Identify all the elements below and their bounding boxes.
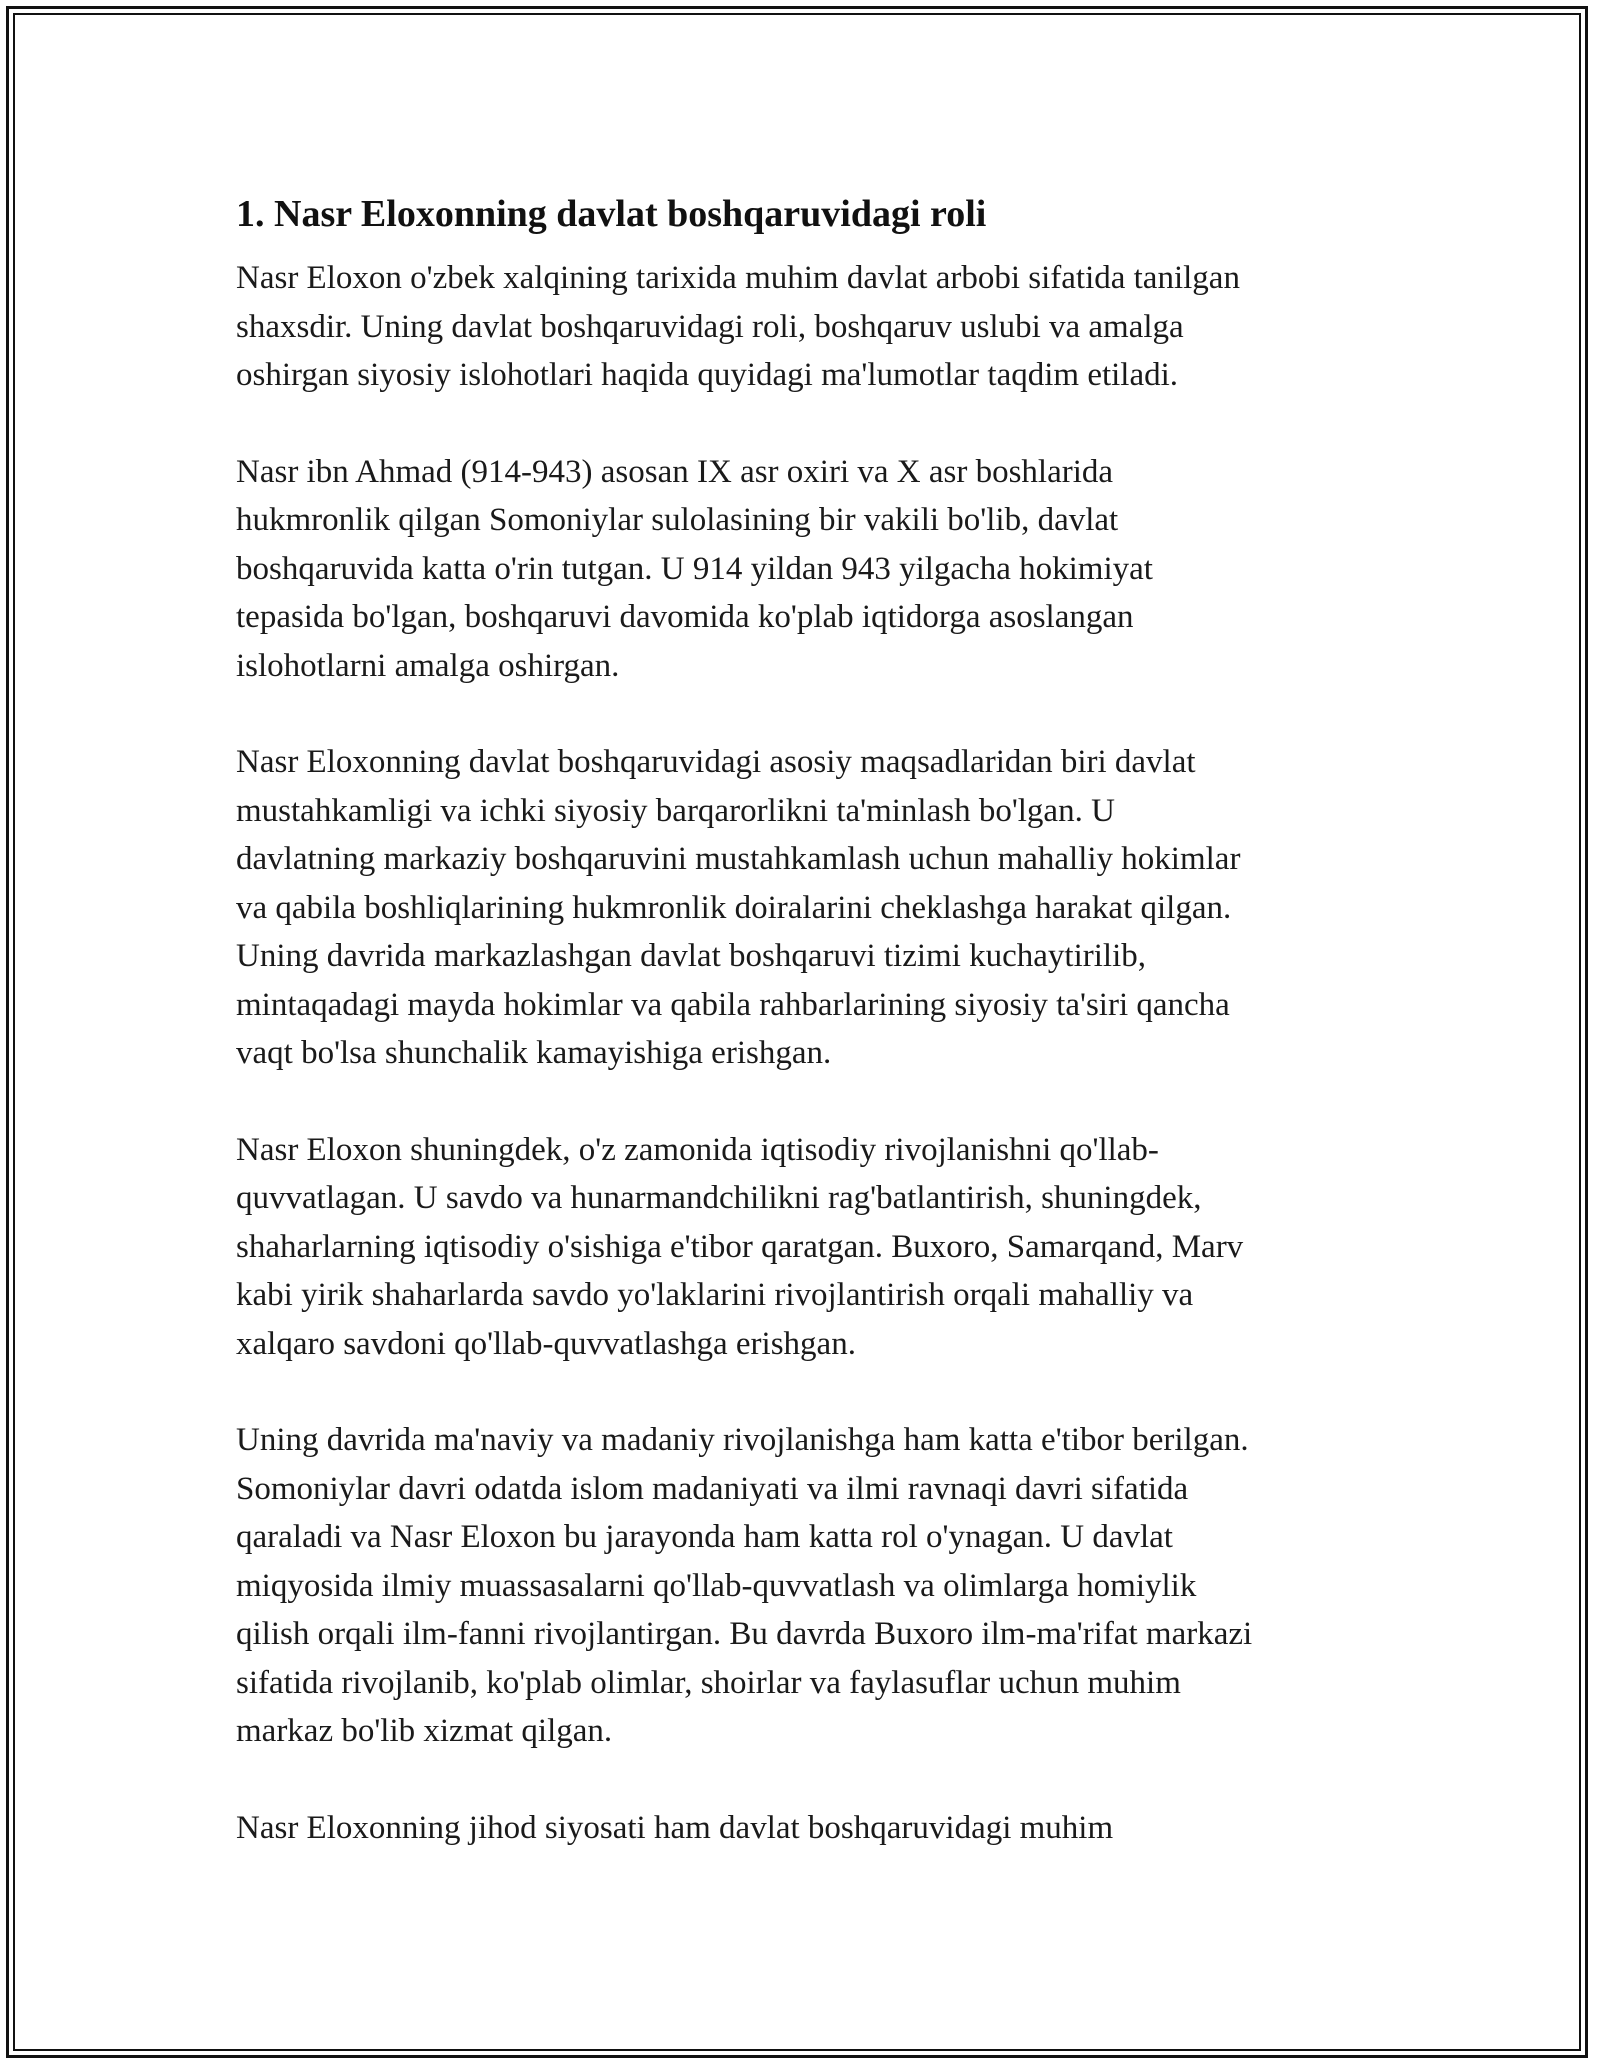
paragraph-2: Nasr ibn Ahmad (914-943) asosan IX asr oxiri va X asr boshlarida hukmronlik qilgan Somoniylar sulolasining bir vakili bo'lib, davlat boshqaruvida katta o'rin tutgan. U 914 yildan 943 yilgacha hokimiyat tepasida bo'lgan, boshqaruvi davomida ko'plab iqtidorga asoslangan islohotlarni amalga oshirgan. (236, 453, 1153, 684)
paragraph-5: Uning davrida ma'naviy va madaniy rivojlanishga ham katta e'tibor berilgan. Somoniylar davri odatda islom madaniyati va ilmi ravnaqi davri sifatida qaraladi va Nasr Eloxon bu jarayonda ham katta rol o'ynagan. U davlat miqyosida ilmiy muassasalarni qo'llab-quvvatlash va olimlarga homiylik qilish orqali ilm-fanni rivojlantirgan. Bu davrda Buxoro ilm-ma'rifat markazi sifatida rivojlanib, ko'plab olimlar, shoirlar va faylasuflar uchun muhim markaz bo'lib xizmat qilgan. (236, 1422, 1253, 1749)
paragraph-1: Nasr Eloxon o'zbek xalqining tarixida muhim davlat arbobi sifatida tanilgan shaxsdir. Uning davlat boshqaruvidagi roli, boshqaruv uslubi va amalga oshirgan siyosiy islohotlari haqida quyidagi ma'lumotlar taqdim etiladi. (236, 260, 1240, 393)
paragraph-6: Nasr Eloxonning jihod siyosati ham davlat boshqaruvidagi muhim (236, 1809, 1114, 1846)
paragraph-3: Nasr Eloxonning davlat boshqaruvidagi asosiy maqsadlaridan biri davlat mustahkamligi va ichki siyosiy barqarorlikni ta'minlash bo'lgan. U davlatning markaziy boshqaruvini mustahkamlash uchun mahalliy hokimlar va qabila boshliqlarining hukmronlik doiralarini cheklashga harakat qilgan. Uning davrida markazlashgan davlat boshqaruvi tizimi kuchaytirilib, mintaqadagi mayda hokimlar va qabila rahbarlarining siyosiy ta'siri qancha vaqt bo'lsa shunchalik kamayishiga erishgan. (236, 744, 1241, 1071)
document-body (236, 186, 1376, 1900)
section-heading: 1. Nasr Eloxonning davlat boshqaruvidagi roli (236, 193, 987, 235)
paragraph-4: Nasr Eloxon shuningdek, o'z zamonida iqtisodiy rivojlanishni qo'llab- quvvatlagan. U savdo va hunarmandchilikni rag'batlantirish, shuningdek, shaharlarning iqtisodiy o'sishiga e'tibor qaratgan. Buxoro, Samarqand, Marv kabi yirik shaharlarda savdo yo'laklarini rivojlantirish orqali mahalliy va xalqaro savdoni qo'llab-quvvatlashga erishgan. (236, 1131, 1244, 1362)
